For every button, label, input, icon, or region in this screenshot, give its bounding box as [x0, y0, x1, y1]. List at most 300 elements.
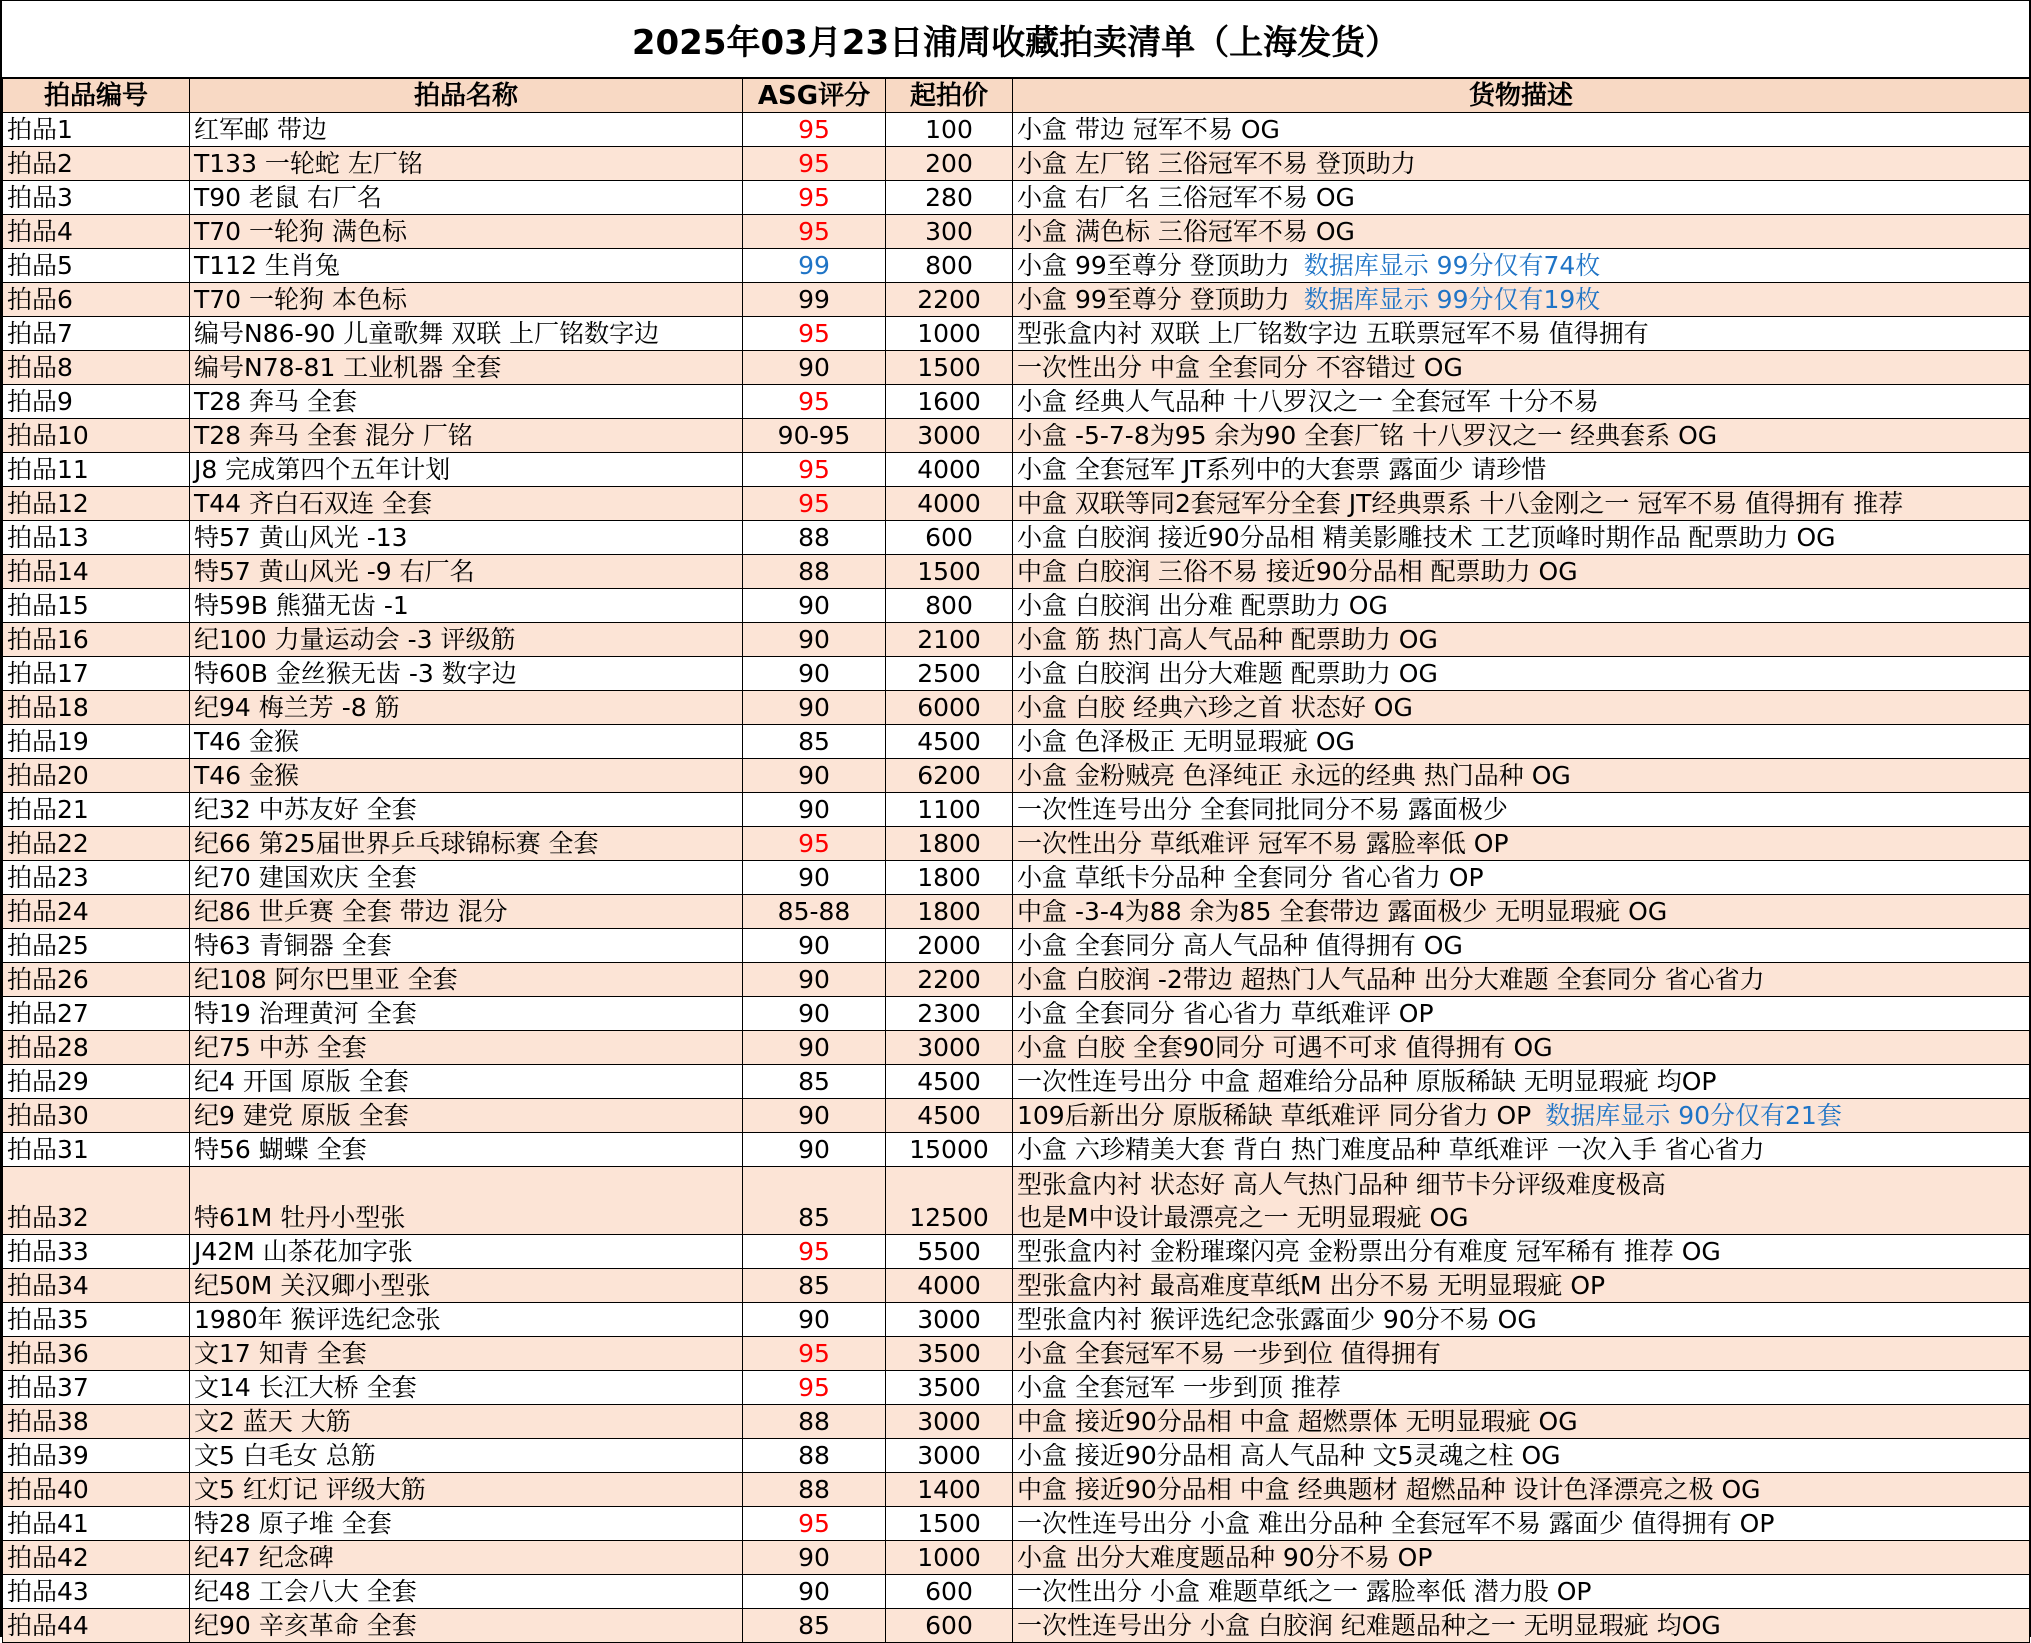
lot-name-cell: 特28 原子堆 全套: [190, 1507, 743, 1541]
lot-number-cell: 拍品2: [3, 147, 190, 181]
table-row: [3, 283, 2030, 317]
description-text: 109后新出分 原版稀缺 草纸难评 同分省力 OP: [1017, 1100, 1532, 1130]
asg-grade-cell: 90: [743, 759, 886, 793]
table-row: [3, 1371, 2030, 1405]
description-text: 小盒 满色标 三俗冠军不易 OG: [1017, 216, 1355, 246]
description-cell: [1013, 419, 2030, 453]
database-note: 数据库显示 99分仅有74枚: [1303, 250, 1601, 280]
description-text: 小盒 六珍精美大套 背白 热门难度品种 草纸难评 一次入手 省心省力: [1017, 1134, 1765, 1164]
description-text: 小盒 白胶 经典六珍之首 状态好 OG: [1017, 692, 1413, 722]
asg-grade-cell: 95: [743, 1235, 886, 1269]
description-cell: [1013, 759, 2030, 793]
table-row: [3, 487, 2030, 521]
description-text: 小盒 -5-7-8为95 余为90 全套厂铭 十八罗汉之一 经典套系 OG: [1017, 420, 1718, 450]
asg-grade-cell: 90: [743, 691, 886, 725]
description-text: 小盒 白胶 全套90同分 可遇不可求 值得拥有 OG: [1017, 1032, 1553, 1062]
description-cell: [1013, 1337, 2030, 1371]
lot-number-cell: 拍品12: [3, 487, 190, 521]
lot-number-cell: 拍品37: [3, 1371, 190, 1405]
description-text: 小盒 草纸卡分品种 全套同分 省心省力 OP: [1017, 862, 1484, 892]
starting-price-cell: 3500: [886, 1371, 1013, 1405]
description-text: 一次性出分 中盒 全套同分 不容错过 OG: [1017, 352, 1463, 382]
starting-price-cell: 800: [886, 249, 1013, 283]
header-row: [3, 79, 2030, 113]
lot-name-cell: 文5 红灯记 评级大筋: [190, 1473, 743, 1507]
asg-grade-cell: 88: [743, 521, 886, 555]
description-cell: [1013, 725, 2030, 759]
lot-name-cell: 特56 蝴蝶 全套: [190, 1133, 743, 1167]
description-cell: [1013, 215, 2030, 249]
asg-grade-cell: 95: [743, 453, 886, 487]
description-cell: [1013, 1473, 2030, 1507]
table-row: [3, 1337, 2030, 1371]
starting-price-cell: 5500: [886, 1235, 1013, 1269]
starting-price-cell: 2200: [886, 283, 1013, 317]
starting-price-cell: 6200: [886, 759, 1013, 793]
description-cell: [1013, 1371, 2030, 1405]
starting-price-cell: 600: [886, 1575, 1013, 1609]
table-row: [3, 1167, 2030, 1235]
lot-name-cell: 纪4 开国 原版 全套: [190, 1065, 743, 1099]
lot-name-cell: T46 金猴: [190, 725, 743, 759]
lot-number-cell: 拍品6: [3, 283, 190, 317]
description-cell: [1013, 555, 2030, 589]
starting-price-cell: 280: [886, 181, 1013, 215]
starting-price-cell: 1500: [886, 351, 1013, 385]
asg-grade-cell: 95: [743, 215, 886, 249]
description-cell: [1013, 1031, 2030, 1065]
description-text: 小盒 白胶润 出分大难题 配票助力 OG: [1017, 658, 1438, 688]
lot-number-cell: 拍品39: [3, 1439, 190, 1473]
lot-number-cell: 拍品36: [3, 1337, 190, 1371]
page-title: 2025年03月23日浦周收藏拍卖清单（上海发货）: [2, 0, 2029, 78]
description-text: 小盒 99至尊分 登顶助力: [1017, 284, 1290, 314]
description-text: 小盒 经典人气品种 十八罗汉之一 全套冠军 十分不易: [1017, 386, 1599, 416]
lot-number-cell: 拍品5: [3, 249, 190, 283]
lot-number-cell: 拍品21: [3, 793, 190, 827]
description-cell: [1013, 147, 2030, 181]
table-body: [3, 113, 2030, 1643]
lot-number-cell: 拍品8: [3, 351, 190, 385]
asg-grade-cell: 90: [743, 861, 886, 895]
description-text: 小盒 全套冠军 一步到顶 推荐: [1017, 1372, 1341, 1402]
asg-grade-cell: 90: [743, 589, 886, 623]
header-lot-number: 拍品编号: [3, 79, 190, 113]
description-text: 中盒 白胶润 三俗不易 接近90分品相 配票助力 OG: [1017, 556, 1578, 586]
table-row: [3, 1133, 2030, 1167]
lot-name-cell: 纪50M 关汉卿小型张: [190, 1269, 743, 1303]
asg-grade-cell: 88: [743, 555, 886, 589]
starting-price-cell: 4000: [886, 1269, 1013, 1303]
asg-grade-cell: 90: [743, 1575, 886, 1609]
lot-name-cell: T28 奔马 全套: [190, 385, 743, 419]
description-cell: [1013, 1235, 2030, 1269]
lot-number-cell: 拍品18: [3, 691, 190, 725]
table-row: [3, 385, 2030, 419]
lot-number-cell: 拍品16: [3, 623, 190, 657]
table-row: [3, 521, 2030, 555]
lot-name-cell: 文17 知青 全套: [190, 1337, 743, 1371]
description-text: 小盒 出分大难度题品种 90分不易 OP: [1017, 1542, 1433, 1572]
description-text: 小盒 全套同分 高人气品种 值得拥有 OG: [1017, 930, 1463, 960]
lot-number-cell: 拍品15: [3, 589, 190, 623]
description-cell: [1013, 249, 2030, 283]
starting-price-cell: 1100: [886, 793, 1013, 827]
lot-name-cell: 特61M 牡丹小型张: [190, 1167, 743, 1235]
asg-grade-cell: 90: [743, 997, 886, 1031]
lot-number-cell: 拍品26: [3, 963, 190, 997]
table-row: [3, 215, 2030, 249]
description-text: 一次性连号出分 全套同批同分不易 露面极少: [1017, 794, 1508, 824]
lot-number-cell: 拍品22: [3, 827, 190, 861]
asg-grade-cell: 88: [743, 1473, 886, 1507]
description-text: 小盒 全套冠军 JT系列中的大套票 露面少 请珍惜: [1017, 454, 1547, 484]
description-cell: [1013, 861, 2030, 895]
table-row: [3, 1575, 2030, 1609]
asg-grade-cell: 88: [743, 1439, 886, 1473]
starting-price-cell: 4000: [886, 453, 1013, 487]
description-cell: [1013, 113, 2030, 147]
table-row: [3, 691, 2030, 725]
table-row: [3, 555, 2030, 589]
asg-grade-cell: 95: [743, 317, 886, 351]
table-row: [3, 657, 2030, 691]
lot-name-cell: 特57 黄山风光 -13: [190, 521, 743, 555]
starting-price-cell: 1000: [886, 1541, 1013, 1575]
description-cell: [1013, 453, 2030, 487]
lot-name-cell: T44 齐白石双连 全套: [190, 487, 743, 521]
description-text: 型张盒内衬 金粉璀璨闪亮 金粉票出分有难度 冠军稀有 推荐 OG: [1017, 1236, 1721, 1266]
asg-grade-cell: 95: [743, 1371, 886, 1405]
header-description: 货物描述: [1013, 79, 2030, 113]
lot-number-cell: 拍品33: [3, 1235, 190, 1269]
description-text: 型张盒内衬 最高难度草纸M 出分不易 无明显瑕疵 OP: [1017, 1270, 1606, 1300]
description-cell: [1013, 1575, 2030, 1609]
starting-price-cell: 1800: [886, 895, 1013, 929]
starting-price-cell: 2100: [886, 623, 1013, 657]
description-cell: [1013, 1439, 2030, 1473]
description-cell: [1013, 963, 2030, 997]
lot-name-cell: 文5 白毛女 总筋: [190, 1439, 743, 1473]
table-row: [3, 147, 2030, 181]
description-cell: [1013, 521, 2030, 555]
table-row: [3, 725, 2030, 759]
table-row: [3, 1269, 2030, 1303]
lot-number-cell: 拍品35: [3, 1303, 190, 1337]
lot-name-cell: 纪32 中苏友好 全套: [190, 793, 743, 827]
lot-number-cell: 拍品7: [3, 317, 190, 351]
starting-price-cell: 3000: [886, 1031, 1013, 1065]
starting-price-cell: 1800: [886, 827, 1013, 861]
description-cell: [1013, 1609, 2030, 1643]
lot-number-cell: 拍品28: [3, 1031, 190, 1065]
lot-name-cell: 特19 治理黄河 全套: [190, 997, 743, 1031]
lot-name-cell: 纪70 建国欢庆 全套: [190, 861, 743, 895]
lot-number-cell: 拍品42: [3, 1541, 190, 1575]
description-cell: [1013, 1269, 2030, 1303]
description-cell: [1013, 657, 2030, 691]
lot-name-cell: T112 生肖兔: [190, 249, 743, 283]
starting-price-cell: 600: [886, 521, 1013, 555]
starting-price-cell: 15000: [886, 1133, 1013, 1167]
description-cell: [1013, 385, 2030, 419]
description-text: 小盒 金粉贼亮 色泽纯正 永远的经典 热门品种 OG: [1017, 760, 1571, 790]
lot-number-cell: 拍品23: [3, 861, 190, 895]
header-asg-grade: ASG评分: [743, 79, 886, 113]
asg-grade-cell: 99: [743, 249, 886, 283]
table-row: [3, 453, 2030, 487]
table-row: [3, 1541, 2030, 1575]
lot-name-cell: 特63 青铜器 全套: [190, 929, 743, 963]
lot-name-cell: 纪47 纪念碑: [190, 1541, 743, 1575]
starting-price-cell: 1800: [886, 861, 1013, 895]
asg-grade-cell: 95: [743, 1507, 886, 1541]
starting-price-cell: 4500: [886, 1099, 1013, 1133]
description-cell: [1013, 1133, 2030, 1167]
description-cell: [1013, 283, 2030, 317]
table-row: [3, 181, 2030, 215]
lot-name-cell: 纪48 工会八大 全套: [190, 1575, 743, 1609]
lot-number-cell: 拍品31: [3, 1133, 190, 1167]
table-row: [3, 963, 2030, 997]
lot-name-cell: 文14 长江大桥 全套: [190, 1371, 743, 1405]
lot-name-cell: J8 完成第四个五年计划: [190, 453, 743, 487]
starting-price-cell: 3000: [886, 1405, 1013, 1439]
asg-grade-cell: 90: [743, 1099, 886, 1133]
description-text: 小盒 全套冠军不易 一步到位 值得拥有: [1017, 1338, 1441, 1368]
starting-price-cell: 12500: [886, 1167, 1013, 1235]
table-row: [3, 1609, 2030, 1643]
lot-number-cell: 拍品43: [3, 1575, 190, 1609]
lot-number-cell: 拍品9: [3, 385, 190, 419]
asg-grade-cell: 85: [743, 1609, 886, 1643]
lot-name-cell: 1980年 猴评选纪念张: [190, 1303, 743, 1337]
description-text: 小盒 左厂铭 三俗冠军不易 登顶助力: [1017, 148, 1416, 178]
description-text: 中盒 接近90分品相 中盒 经典题材 超燃品种 设计色泽漂亮之极 OG: [1017, 1474, 1761, 1504]
lot-name-cell: 特59B 熊猫无齿 -1: [190, 589, 743, 623]
lot-name-cell: T46 金猴: [190, 759, 743, 793]
description-text: 中盒 接近90分品相 中盒 超燃票体 无明显瑕疵 OG: [1017, 1406, 1578, 1436]
lot-name-cell: 纪108 阿尔巴里亚 全套: [190, 963, 743, 997]
description-cell: [1013, 317, 2030, 351]
asg-grade-cell: 90: [743, 929, 886, 963]
lot-number-cell: 拍品10: [3, 419, 190, 453]
description-text: 小盒 白胶润 接近90分品相 精美影雕技术 工艺顶峰时期作品 配票助力 OG: [1017, 522, 1836, 552]
lot-name-cell: 纪9 建党 原版 全套: [190, 1099, 743, 1133]
lot-number-cell: 拍品1: [3, 113, 190, 147]
lot-number-cell: 拍品4: [3, 215, 190, 249]
description-cell: [1013, 827, 2030, 861]
asg-grade-cell: 95: [743, 1337, 886, 1371]
description-cell: [1013, 1541, 2030, 1575]
starting-price-cell: 2000: [886, 929, 1013, 963]
description-text: 一次性连号出分 中盒 超难给分品种 原版稀缺 无明显瑕疵 均OP: [1017, 1066, 1717, 1096]
asg-grade-cell: 85: [743, 1167, 886, 1235]
lot-name-cell: 纪90 辛亥革命 全套: [190, 1609, 743, 1643]
asg-grade-cell: 90: [743, 1303, 886, 1337]
description-text: 小盒 右厂名 三俗冠军不易 OG: [1017, 182, 1355, 212]
lot-number-cell: 拍品30: [3, 1099, 190, 1133]
table-row: [3, 317, 2030, 351]
lot-name-cell: J42M 山茶花加字张: [190, 1235, 743, 1269]
asg-grade-cell: 90-95: [743, 419, 886, 453]
starting-price-cell: 4500: [886, 725, 1013, 759]
description-text-line2: 也是M中设计最漂亮之一 无明显瑕疵 OG: [1017, 1203, 1469, 1232]
lot-name-cell: 编号N86-90 儿童歌舞 双联 上厂铭数字边: [190, 317, 743, 351]
lot-name-cell: 纪86 世乒赛 全套 带边 混分: [190, 895, 743, 929]
description-cell: [1013, 487, 2030, 521]
table-row: [3, 249, 2030, 283]
database-note: 数据库显示 90分仅有21套: [1545, 1100, 1842, 1130]
starting-price-cell: 2500: [886, 657, 1013, 691]
asg-grade-cell: 85-88: [743, 895, 886, 929]
asg-grade-cell: 95: [743, 385, 886, 419]
description-text: 小盒 全套同分 省心省力 草纸难评 OP: [1017, 998, 1434, 1028]
description-cell: [1013, 589, 2030, 623]
asg-grade-cell: 90: [743, 1031, 886, 1065]
description-cell: [1013, 997, 2030, 1031]
description-cell: [1013, 623, 2030, 657]
asg-grade-cell: 95: [743, 147, 886, 181]
description-cell: [1013, 351, 2030, 385]
table-row: [3, 1303, 2030, 1337]
description-cell: [1013, 691, 2030, 725]
table-row: [3, 623, 2030, 657]
lot-name-cell: 纪75 中苏 全套: [190, 1031, 743, 1065]
asg-grade-cell: 85: [743, 725, 886, 759]
table-row: [3, 1439, 2030, 1473]
lot-number-cell: 拍品38: [3, 1405, 190, 1439]
starting-price-cell: 3000: [886, 1303, 1013, 1337]
lot-name-cell: T28 奔马 全套 混分 厂铭: [190, 419, 743, 453]
asg-grade-cell: 99: [743, 283, 886, 317]
table-row: [3, 997, 2030, 1031]
asg-grade-cell: 85: [743, 1065, 886, 1099]
description-cell: [1013, 1405, 2030, 1439]
lot-number-cell: 拍品32: [3, 1167, 190, 1235]
table-row: [3, 113, 2030, 147]
lot-name-cell: T70 一轮狗 满色标: [190, 215, 743, 249]
table-row: [3, 1065, 2030, 1099]
starting-price-cell: 100: [886, 113, 1013, 147]
lot-name-cell: T90 老鼠 右厂名: [190, 181, 743, 215]
description-text: 小盒 白胶润 -2带边 超热门人气品种 出分大难题 全套同分 省心省力: [1017, 964, 1765, 994]
description-text: 型张盒内衬 猴评选纪念张露面少 90分不易 OG: [1017, 1304, 1537, 1334]
starting-price-cell: 3500: [886, 1337, 1013, 1371]
starting-price-cell: 600: [886, 1609, 1013, 1643]
description-cell: [1013, 929, 2030, 963]
asg-grade-cell: 88: [743, 1405, 886, 1439]
table-row: [3, 419, 2030, 453]
asg-grade-cell: 90: [743, 1133, 886, 1167]
table-row: [3, 1405, 2030, 1439]
lot-name-cell: 红军邮 带边: [190, 113, 743, 147]
description-cell: [1013, 181, 2030, 215]
table-row: [3, 929, 2030, 963]
description-text: 一次性连号出分 小盒 白胶润 纪难题品种之一 无明显瑕疵 均OG: [1017, 1610, 1721, 1640]
starting-price-cell: 4000: [886, 487, 1013, 521]
lot-name-cell: 文2 蓝天 大筋: [190, 1405, 743, 1439]
lot-number-cell: 拍品20: [3, 759, 190, 793]
asg-grade-cell: 90: [743, 963, 886, 997]
table-row: [3, 1099, 2030, 1133]
lot-number-cell: 拍品14: [3, 555, 190, 589]
description-text: 一次性出分 草纸难评 冠军不易 露脸率低 OP: [1017, 828, 1509, 858]
asg-grade-cell: 90: [743, 623, 886, 657]
lot-name-cell: 特57 黄山风光 -9 右厂名: [190, 555, 743, 589]
table-row: [3, 827, 2030, 861]
lot-name-cell: T70 一轮狗 本色标: [190, 283, 743, 317]
starting-price-cell: 1000: [886, 317, 1013, 351]
asg-grade-cell: 95: [743, 113, 886, 147]
table-row: [3, 861, 2030, 895]
lot-name-cell: 纪94 梅兰芳 -8 筋: [190, 691, 743, 725]
asg-grade-cell: 90: [743, 657, 886, 691]
lot-number-cell: 拍品34: [3, 1269, 190, 1303]
table-row: [3, 895, 2030, 929]
description-text: 小盒 色泽极正 无明显瑕疵 OG: [1017, 726, 1355, 756]
description-cell: [1013, 895, 2030, 929]
table-row: [3, 1473, 2030, 1507]
table-row: [3, 351, 2030, 385]
lot-number-cell: 拍品19: [3, 725, 190, 759]
asg-grade-cell: 95: [743, 181, 886, 215]
auction-table: [2, 78, 2030, 1643]
description-text: 型张盒内衬 状态好 高人气热门品种 细节卡分评级难度极高: [1017, 1170, 1666, 1199]
lot-name-cell: 纪66 第25届世界乒乓球锦标赛 全套: [190, 827, 743, 861]
lot-name-cell: 纪100 力量运动会 -3 评级筋: [190, 623, 743, 657]
lot-number-cell: 拍品40: [3, 1473, 190, 1507]
lot-number-cell: 拍品27: [3, 997, 190, 1031]
lot-name-cell: 特60B 金丝猴无齿 -3 数字边: [190, 657, 743, 691]
asg-grade-cell: 90: [743, 1541, 886, 1575]
lot-number-cell: 拍品13: [3, 521, 190, 555]
description-text: 小盒 带边 冠军不易 OG: [1017, 114, 1280, 144]
description-text: 小盒 白胶润 出分难 配票助力 OG: [1017, 590, 1388, 620]
lot-number-cell: 拍品17: [3, 657, 190, 691]
starting-price-cell: 1600: [886, 385, 1013, 419]
description-cell: [1013, 1167, 2030, 1235]
starting-price-cell: 4500: [886, 1065, 1013, 1099]
description-text: 小盒 99至尊分 登顶助力: [1017, 250, 1290, 280]
description-cell: [1013, 1065, 2030, 1099]
description-text: 一次性连号出分 小盒 难出分品种 全套冠军不易 露面少 值得拥有 OP: [1017, 1508, 1775, 1538]
description-cell: [1013, 1099, 2030, 1133]
starting-price-cell: 1500: [886, 1507, 1013, 1541]
starting-price-cell: 3000: [886, 419, 1013, 453]
header-starting-price: 起拍价: [886, 79, 1013, 113]
description-cell: [1013, 793, 2030, 827]
starting-price-cell: 1400: [886, 1473, 1013, 1507]
asg-grade-cell: 85: [743, 1269, 886, 1303]
asg-grade-cell: 95: [743, 827, 886, 861]
description-text: 中盒 -3-4为88 余为85 全套带边 露面极少 无明显瑕疵 OG: [1017, 896, 1668, 926]
lot-number-cell: 拍品11: [3, 453, 190, 487]
header-lot-name: 拍品名称: [190, 79, 743, 113]
asg-grade-cell: 90: [743, 351, 886, 385]
starting-price-cell: 2300: [886, 997, 1013, 1031]
database-note: 数据库显示 99分仅有19枚: [1303, 284, 1601, 314]
table-row: [3, 1031, 2030, 1065]
starting-price-cell: 6000: [886, 691, 1013, 725]
description-cell: [1013, 1507, 2030, 1541]
starting-price-cell: 200: [886, 147, 1013, 181]
description-text: 型张盒内衬 双联 上厂铭数字边 五联票冠军不易 值得拥有: [1017, 318, 1649, 348]
asg-grade-cell: 90: [743, 793, 886, 827]
description-text: 一次性出分 小盒 难题草纸之一 露脸率低 潜力股 OP: [1017, 1576, 1592, 1606]
lot-number-cell: 拍品41: [3, 1507, 190, 1541]
starting-price-cell: 800: [886, 589, 1013, 623]
